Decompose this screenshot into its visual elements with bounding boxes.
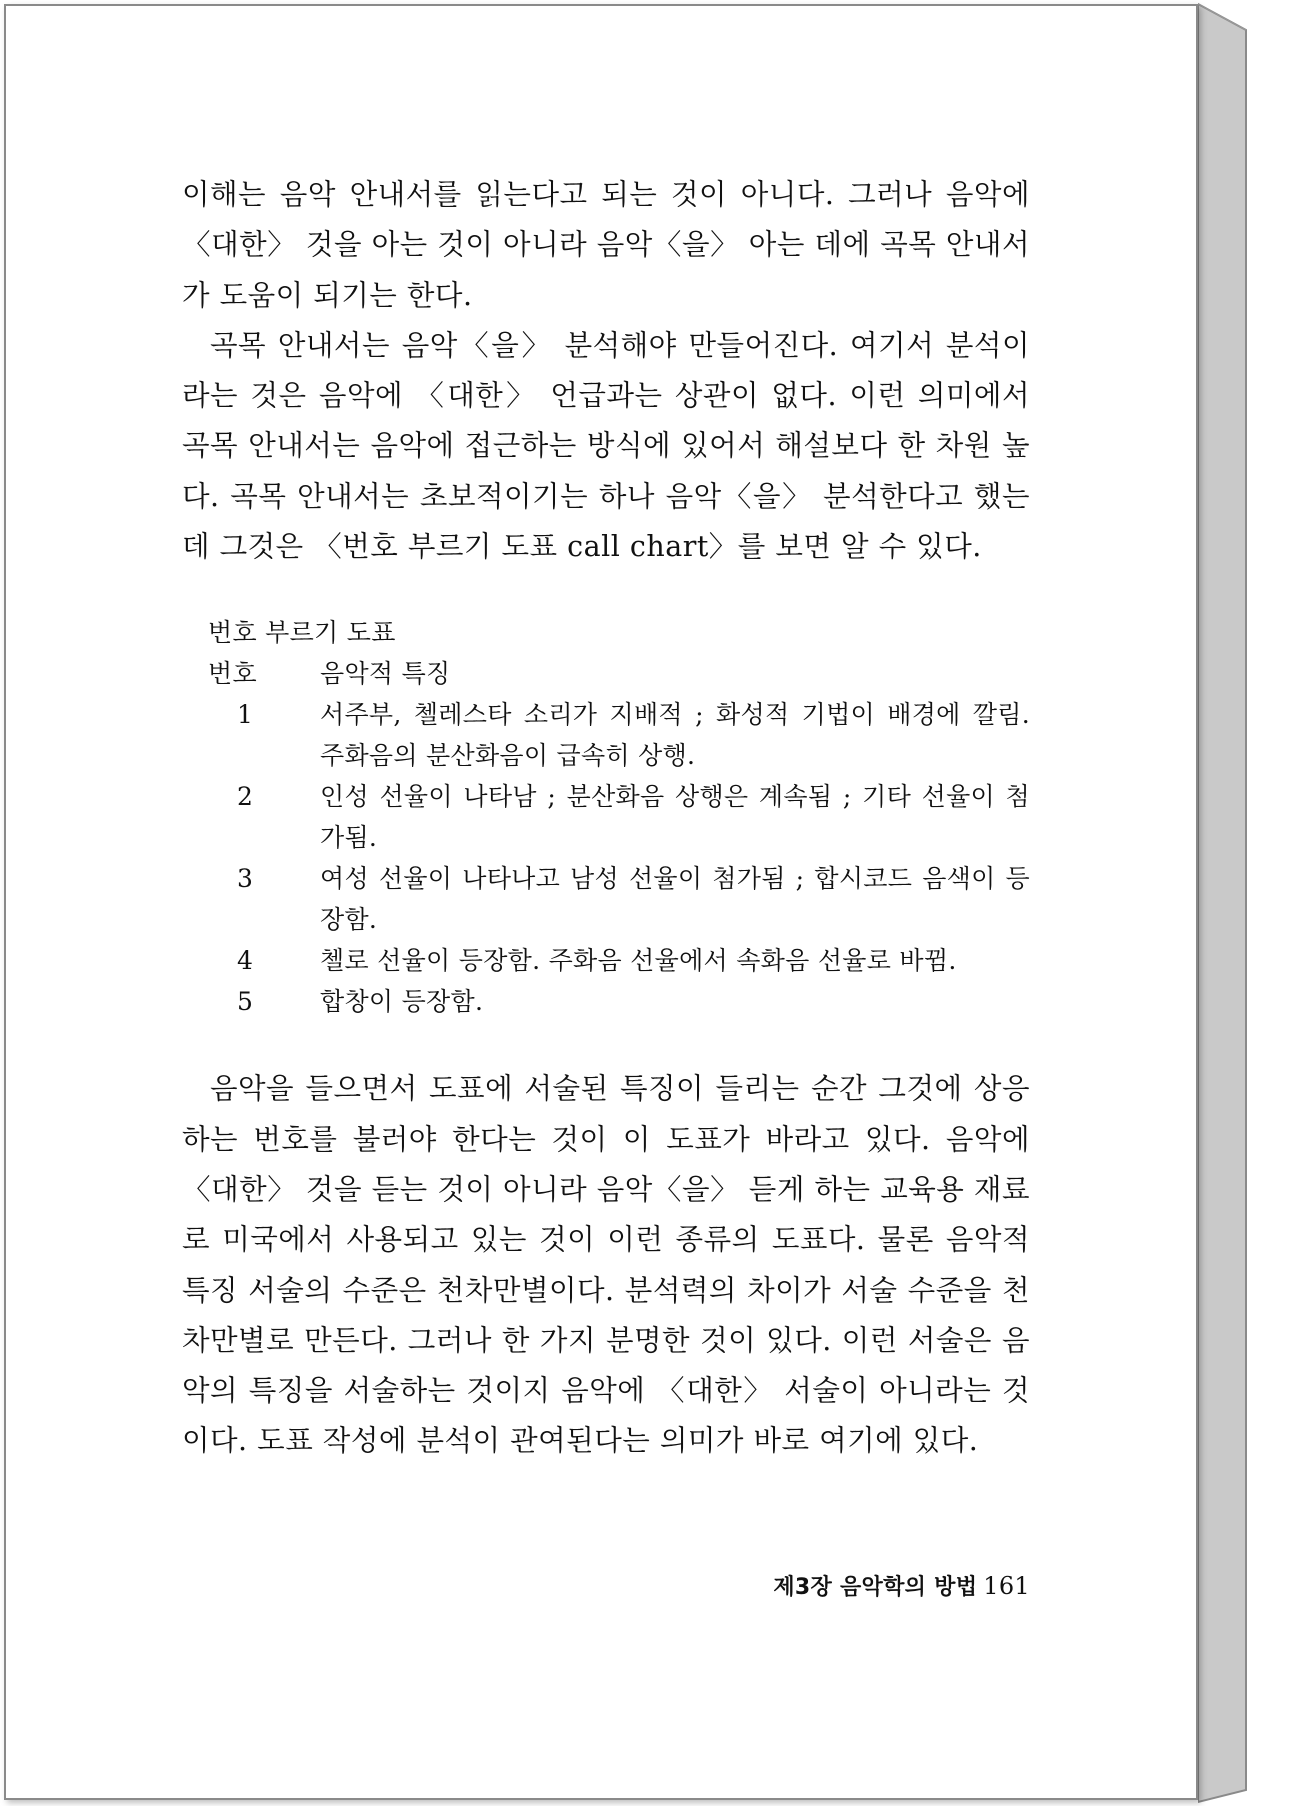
call-chart-row — [182, 940, 1030, 981]
row-feature: 첼로 선율이 등장함. 주화음 선율에서 속화음 선율로 바뀜. — [320, 946, 957, 976]
header-feature: 음악적 특징 — [320, 659, 451, 689]
call-chart-row — [182, 776, 1030, 858]
paragraph-1: 이해는 음악 안내서를 읽는다고 되는 것이 아니다. 그러나 음악에 〈대한〉 것을 아는 것이 아니라 음악〈을〉 아는 데에 곡목 안내서가 도움이 되기는 한다. — [182, 178, 1030, 312]
row-feature: 여성 선율이 나타나고 남성 선율이 첨가됨 ; 합시코드 음색이 등장함. — [320, 864, 1030, 935]
call-chart-row — [182, 981, 1030, 1022]
running-footer — [740, 1570, 1030, 1601]
call-chart-header — [182, 653, 1030, 694]
row-number: 4 — [237, 946, 254, 976]
call-chart-title: 번호 부르기 도표 — [208, 618, 396, 648]
paragraph-3: 음악을 들으면서 도표에 서술된 특징이 들리는 순간 그것에 상응하는 번호를 불러야 한다는 것이 이 도표가 바라고 있다. 음악에 〈대한〉 것을 듣는 것이 아니라 음악〈을〉 듣게 하는 교육용 재료로 미국에서 사용되고 있는 것이 이런 종류의 도표다. 물론 음악적 특징 서술의 수준은 천차만별이다. 분석력의 차이가 서술 수준을 천차만별로 만든다. 그러나 한 가지 분명한 것이 있다. 이런 서술은 음악의 특징을 서술하는 것이지 음악에 〈대한〉 서술이 아니라는 것이다. 도표 작성에 분석이 관여된다는 의미가 바로 여기에 있다. — [182, 1072, 1030, 1458]
row-number: 2 — [237, 782, 254, 812]
call-chart-row — [182, 858, 1030, 940]
call-chart — [182, 612, 1030, 1022]
book-page-edge — [1198, 0, 1258, 1806]
chapter-title: 제3장 음악학의 방법 — [773, 1575, 978, 1600]
row-number: 5 — [237, 987, 254, 1017]
call-chart-row — [182, 694, 1030, 776]
page-number: 161 — [983, 1572, 1030, 1600]
row-number: 3 — [237, 864, 254, 894]
row-feature: 인성 선율이 나타남 ; 분산화음 상행은 계속됨 ; 기타 선율이 첨가됨. — [320, 782, 1030, 853]
row-feature: 서주부, 첼레스타 소리가 지배적 ; 화성적 기법이 배경에 깔림. 주화음의 분산화음이 급속히 상행. — [320, 700, 1030, 771]
paragraph-2: 곡목 안내서는 음악〈을〉 분석해야 만들어진다. 여기서 분석이라는 것은 음악에 〈대한〉 언급과는 상관이 없다. 이런 의미에서 곡목 안내서는 음악에 접근하는 방식에 있어서 해설보다 한 차원 높다. 곡목 안내서는 초보적이기는 하나 음악〈을〉 분석한다고 했는데 그것은 〈번호 부르기 도표 call chart〉를 보면 알 수 있다. — [182, 328, 1030, 564]
row-number: 1 — [237, 700, 254, 730]
row-feature: 합창이 등장함. — [320, 987, 484, 1017]
page-body — [182, 170, 1030, 1467]
header-number: 번호 — [208, 659, 257, 689]
